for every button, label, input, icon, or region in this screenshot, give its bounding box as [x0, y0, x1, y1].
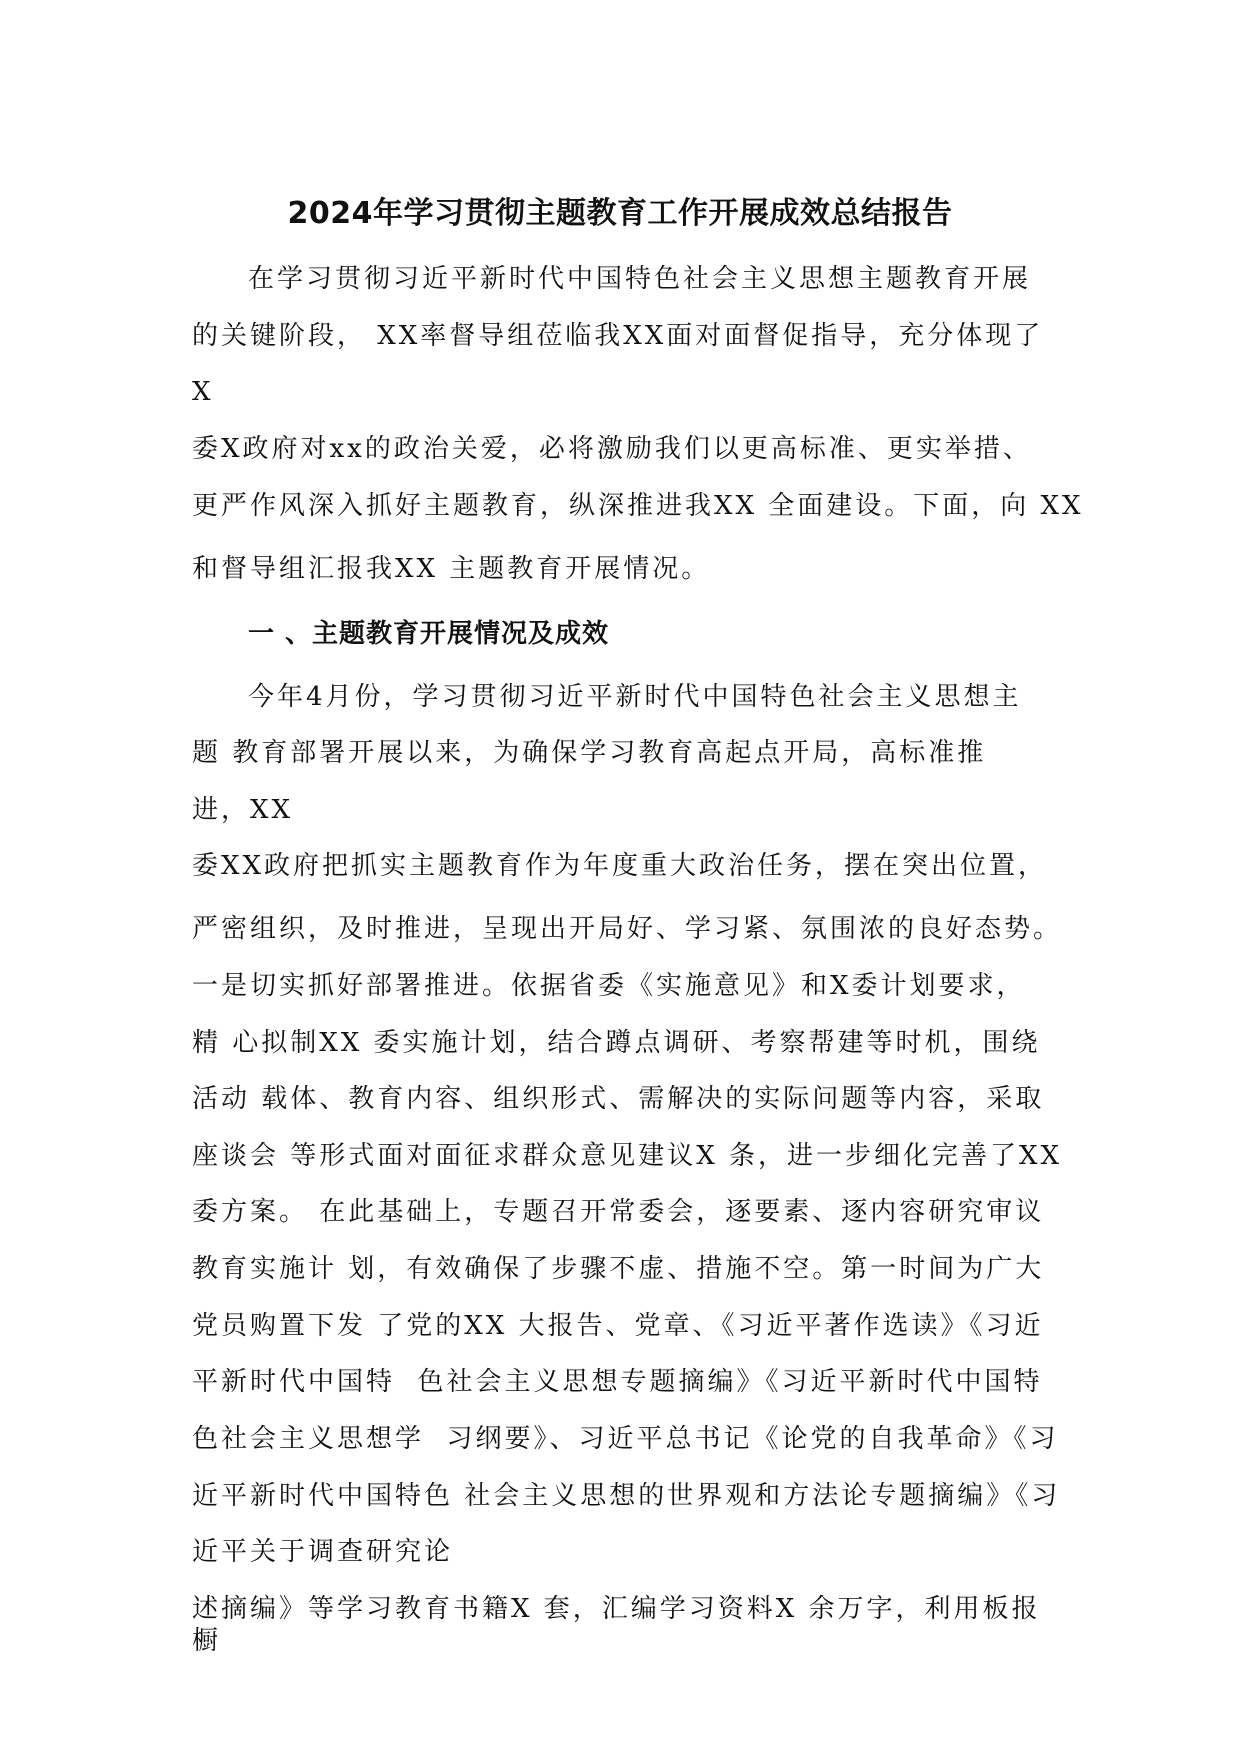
paragraph-line: 严密组织，及时推进，呈现出开局好、学习紧、氛围浓的良好态势。	[192, 914, 1063, 944]
paragraph-line: 今年4月份，学习贯彻习近平新时代中国特色社会主义思想主	[248, 682, 1022, 712]
paragraph-line: 更严作风深入抓好主题教育，纵深推进我XX 全面建设。下面，向 XX	[192, 491, 1084, 521]
paragraph-line: 党员购置下发 了党的XX 大报告、党章、《习近平著作选读》《习近	[192, 1311, 1044, 1341]
paragraph-line: 活动 载体、教育内容、组织形式、需解决的实际问题等内容，采取	[192, 1084, 1045, 1114]
section-heading: 一 、主题教育开展情况及成效	[248, 619, 610, 649]
paragraph-line: 精 心拟制XX 委实施计划，结合蹲点调研、考察帮建等时机，围绕	[192, 1028, 1041, 1058]
paragraph-line: 近平新时代中国特色 社会主义思想的世界观和方法论专题摘编》《习	[192, 1481, 1061, 1511]
paragraph-line: 述摘编》等学习教育书籍X 套，汇编学习资料X 余万字，利用板报	[192, 1594, 1041, 1624]
paragraph-line: 委方案。 在此基础上，专题召开常委会，逐要素、逐内容研究审议	[192, 1197, 1045, 1227]
paragraph-line: 在学习贯彻习近平新时代中国特色社会主义思想主题教育开展	[248, 264, 1032, 294]
paragraph-line: 委XX政府把抓实主题教育作为年度重大政治任务，摆在突出位置，	[192, 851, 1048, 881]
paragraph-line: 橱	[192, 1626, 222, 1656]
document-title: 2024年学习贯彻主题教育工作开展成效总结报告	[287, 196, 953, 231]
paragraph-line: 近平关于调查研究论	[192, 1537, 454, 1567]
paragraph-line: 平新时代中国特 色社会主义思想专题摘编》《习近平新时代中国特	[192, 1367, 1043, 1397]
paragraph-line: 色社会主义思想学 习纲要》、习近平总书记《论党的自我革命》《习	[192, 1424, 1059, 1454]
paragraph-line: 教育实施计 划，有效确保了步骤不虚、措施不空。第一时间为广大	[192, 1254, 1045, 1284]
paragraph-line: 一是切实抓好部署推进。依据省委《实施意见》和X委计划要求，	[192, 971, 1026, 1001]
paragraph-line: 座谈会 等形式面对面征求群众意见建议X 条，进一步细化完善了XX	[192, 1141, 1063, 1171]
paragraph-line: 进，XX	[192, 795, 294, 825]
paragraph-line: X	[192, 377, 214, 407]
paragraph-line: 和督导组汇报我XX 主题教育开展情况。	[192, 554, 711, 584]
paragraph-line: 题 教育部署开展以来，为确保学习教育高起点开局，高标准推	[192, 738, 987, 768]
paragraph-line: 的关键阶段， XX率督导组莅临我XX面对面督促指导，充分体现了	[192, 321, 1044, 351]
paragraph-line: 委X政府对xx的政治关爱，必将激励我们以更高标准、更实举措、	[192, 434, 1032, 464]
